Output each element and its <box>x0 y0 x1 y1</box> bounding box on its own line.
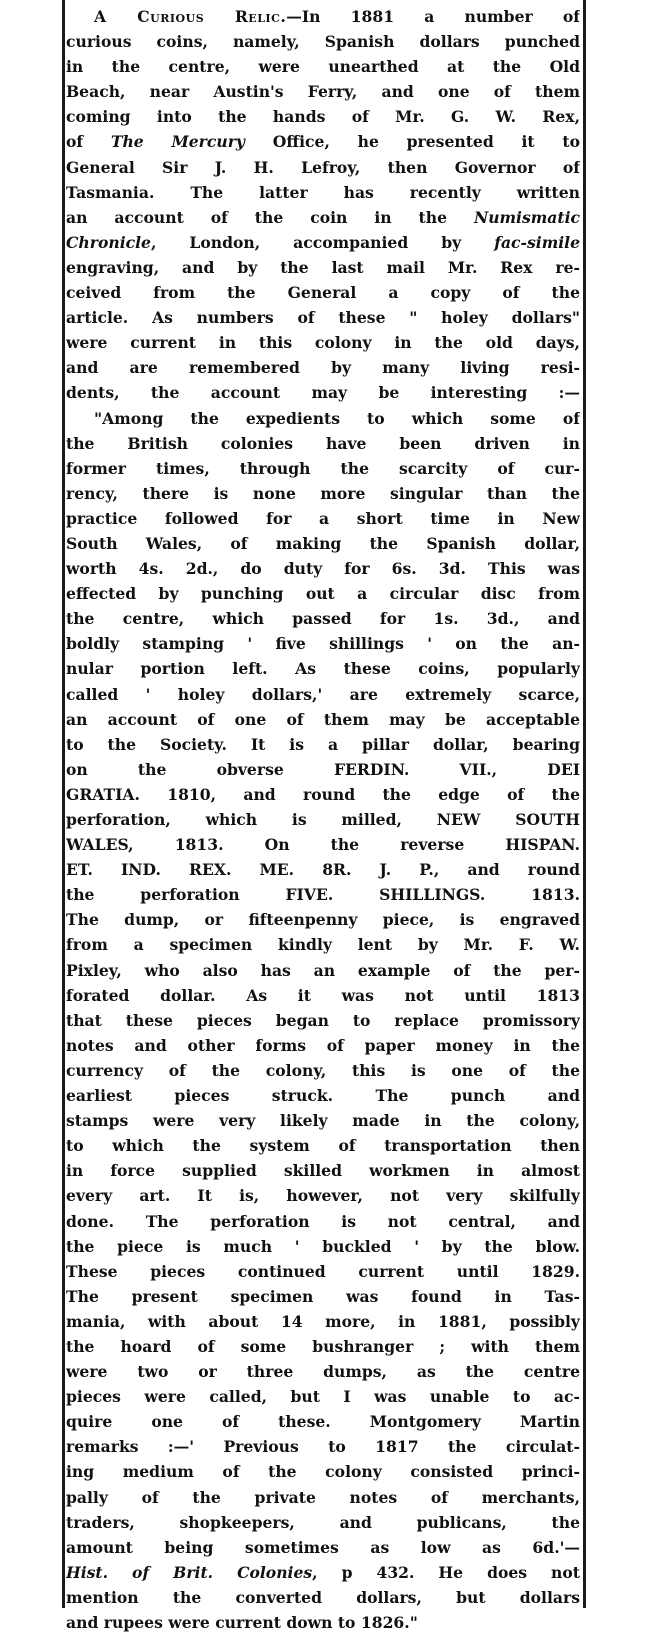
line-text: currency of the colony, this is one of the <box>66 1060 580 1080</box>
article-line <box>66 1234 580 1259</box>
italic-title: Numismatic <box>473 207 580 227</box>
line-text: worth 4s. 2d., do duty for 6s. 3d. This was <box>66 559 580 579</box>
line-text: Tasmania. The latter has recently written <box>66 182 580 202</box>
italic-title: Hist. of Brit. Colonies <box>66 1562 313 1582</box>
line-text: pally of the private notes of merchants, <box>66 1487 580 1507</box>
article-line <box>66 1409 580 1434</box>
article-line <box>66 104 580 129</box>
line-text: "Among the expedients to which some of <box>94 408 580 428</box>
article-line <box>66 180 580 205</box>
line-text: every art. It is, however, not very skilfully <box>66 1186 580 1206</box>
line-text: the hoard of some bushranger ; with them <box>66 1336 580 1356</box>
line-text: The present specimen was found in Tas- <box>66 1286 580 1306</box>
line-text: boldly stamping ' five shillings ' on the an- <box>66 634 580 654</box>
line-text: These pieces continued current until 1829. <box>66 1261 580 1281</box>
article-line <box>66 1008 580 1033</box>
article-line <box>66 983 580 1008</box>
article-line <box>66 832 580 857</box>
line-text: pieces were called, but I was unable to ac- <box>66 1387 580 1407</box>
line-text: on the obverse FERDIN. VII., DEI <box>66 759 580 779</box>
line-text: that these pieces began to replace promissory <box>66 1010 580 1030</box>
article-headline: A Curious Relic. <box>94 7 287 26</box>
line-text: and rupees were current down to 1826." <box>66 1613 418 1632</box>
article-line <box>66 155 580 180</box>
line-text: South Wales, of making the Spanish dollar, <box>66 533 580 553</box>
line-text: mention the converted dollars, but dollars <box>66 1587 580 1607</box>
article-line <box>66 431 580 456</box>
line-text: of <box>66 132 111 152</box>
line-text: practice followed for a short time in New <box>66 508 580 528</box>
article-line <box>66 782 580 807</box>
line-text: the piece is much ' buckled ' by the blow. <box>66 1236 580 1256</box>
italic-title: The Mercury <box>110 132 245 152</box>
article-line <box>66 656 580 681</box>
article-line <box>66 907 580 932</box>
article-line <box>66 531 580 556</box>
line-text: in the centre, were unearthed at the Old <box>66 57 580 77</box>
line-text: former times, through the scarcity of cur- <box>66 458 580 478</box>
line-text: amount being sometimes as low as 6d.'— <box>66 1537 580 1557</box>
line-text: quire one of these. Montgomery Martin <box>66 1412 580 1432</box>
article-line <box>66 556 580 581</box>
article-line <box>66 1158 580 1183</box>
article-line <box>66 581 580 606</box>
line-text: curious coins, namely, Spanish dollars punched <box>66 32 580 52</box>
article-line <box>66 205 580 230</box>
article-line <box>66 1309 580 1334</box>
article-line <box>66 406 580 431</box>
article-line <box>66 1058 580 1083</box>
article-line <box>66 305 580 330</box>
article-line <box>66 606 580 631</box>
article-line <box>66 958 580 983</box>
article-line <box>66 1485 580 1510</box>
line-text: from a specimen kindly lent by Mr. F. W. <box>66 935 580 955</box>
line-text: remarks :—' Previous to 1817 the circulat- <box>66 1437 580 1457</box>
line-text: and are remembered by many living resi- <box>66 358 580 378</box>
italic-title: Chronicle <box>66 232 151 252</box>
article-line <box>66 682 580 707</box>
article-line <box>66 1359 580 1384</box>
line-text: mania, with about 14 more, in 1881, possibly <box>66 1311 580 1331</box>
line-text: notes and other forms of paper money in the <box>66 1035 580 1055</box>
line-text: an account of one of them may be acceptable <box>66 709 580 729</box>
article-line <box>66 1183 580 1208</box>
article-line <box>66 1459 580 1484</box>
line-text: coming into the hands of Mr. G. W. Rex, <box>66 107 580 127</box>
line-text: the British colonies have been driven in <box>66 433 580 453</box>
article-line <box>66 732 580 757</box>
article-line <box>66 1535 580 1560</box>
article-line <box>66 1434 580 1459</box>
line-text: to which the system of transportation then <box>66 1136 580 1156</box>
line-text: The dump, or fifteenpenny piece, is engraved <box>66 910 580 930</box>
line-text: an account of the coin in the <box>66 207 474 227</box>
article-line <box>66 54 580 79</box>
line-text: called ' holey dollars,' are extremely scarce, <box>66 684 580 704</box>
line-text: in force supplied skilled workmen in almost <box>66 1161 580 1181</box>
line-text: engraving, and by the last mail Mr. Rex re- <box>66 257 580 277</box>
article-line <box>66 456 580 481</box>
line-text: ing medium of the colony consisted princi- <box>66 1462 580 1482</box>
article-line <box>66 255 580 280</box>
line-text: earliest pieces struck. The punch and <box>66 1086 580 1106</box>
line-text: to the Society. It is a pillar dollar, bearing <box>66 734 580 754</box>
line-text: GRATIA. 1810, and round the edge of the <box>66 784 580 804</box>
article-line <box>66 757 580 782</box>
line-text: effected by punching out a circular disc from <box>66 584 580 604</box>
line-text: WALES, 1813. On the reverse HISPAN. <box>66 835 580 855</box>
article-line <box>66 1033 580 1058</box>
article-line <box>66 1133 580 1158</box>
line-text: were two or three dumps, as the centre <box>66 1362 580 1382</box>
article-column <box>66 4 580 1635</box>
article-line <box>66 280 580 305</box>
article-line <box>66 230 580 255</box>
column-rule-left <box>62 0 65 1608</box>
article-line <box>66 1560 580 1585</box>
article-line <box>66 932 580 957</box>
article-line <box>66 4 580 29</box>
line-text: forated dollar. As it was not until 1813 <box>66 985 580 1005</box>
article-line <box>66 882 580 907</box>
line-text: Pixley, who also has an example of the per- <box>66 960 580 980</box>
article-line <box>66 1259 580 1284</box>
line-text: , London, accompanied by <box>150 232 495 252</box>
article-line <box>66 1510 580 1535</box>
line-text: rency, there is none more singular than the <box>66 483 580 503</box>
article-line <box>66 1083 580 1108</box>
article-line <box>66 1209 580 1234</box>
line-text: —In 1881 a number of <box>286 7 580 26</box>
line-text: article. As numbers of these " holey dollars" <box>66 308 580 328</box>
article-line <box>66 79 580 104</box>
line-text: ceived from the General a copy of the <box>66 283 580 303</box>
article-line <box>66 1334 580 1359</box>
article-line <box>66 481 580 506</box>
line-text: stamps were very likely made in the colony, <box>66 1111 580 1131</box>
article-line <box>66 807 580 832</box>
italic-title: fac-simile <box>494 232 580 252</box>
line-text: Office, he presented it to <box>244 132 580 152</box>
article-line <box>66 631 580 656</box>
article-line <box>66 355 580 380</box>
article-line <box>66 29 580 54</box>
article-line <box>66 506 580 531</box>
line-text: perforation, which is milled, NEW SOUTH <box>66 810 580 829</box>
article-line <box>66 1108 580 1133</box>
line-text: Beach, near Austin's Ferry, and one of them <box>66 82 580 102</box>
column-rule-right <box>583 0 586 1608</box>
article-line <box>66 857 580 882</box>
article-line <box>66 1585 580 1610</box>
line-text: done. The perforation is not central, and <box>66 1211 580 1231</box>
article-line <box>66 707 580 732</box>
line-text: the centre, which passed for 1s. 3d., and <box>66 609 580 629</box>
line-text: the perforation FIVE. SHILLINGS. 1813. <box>66 885 580 905</box>
line-text: traders, shopkeepers, and publicans, the <box>66 1512 580 1532</box>
article-line <box>66 380 580 405</box>
line-text: ET. IND. REX. ME. 8R. J. P., and round <box>66 860 580 880</box>
article-line <box>66 1284 580 1309</box>
line-text: dents, the account may be interesting :— <box>66 383 580 403</box>
article-line <box>66 1384 580 1409</box>
line-text: nular portion left. As these coins, popularly <box>66 659 580 679</box>
article-line <box>66 330 580 355</box>
article-line <box>66 129 580 154</box>
article-line <box>66 1610 580 1635</box>
line-text: were current in this colony in the old days, <box>66 333 580 353</box>
line-text: General Sir J. H. Lefroy, then Governor of <box>66 157 580 177</box>
line-text: , p 432. He does not <box>312 1562 580 1582</box>
